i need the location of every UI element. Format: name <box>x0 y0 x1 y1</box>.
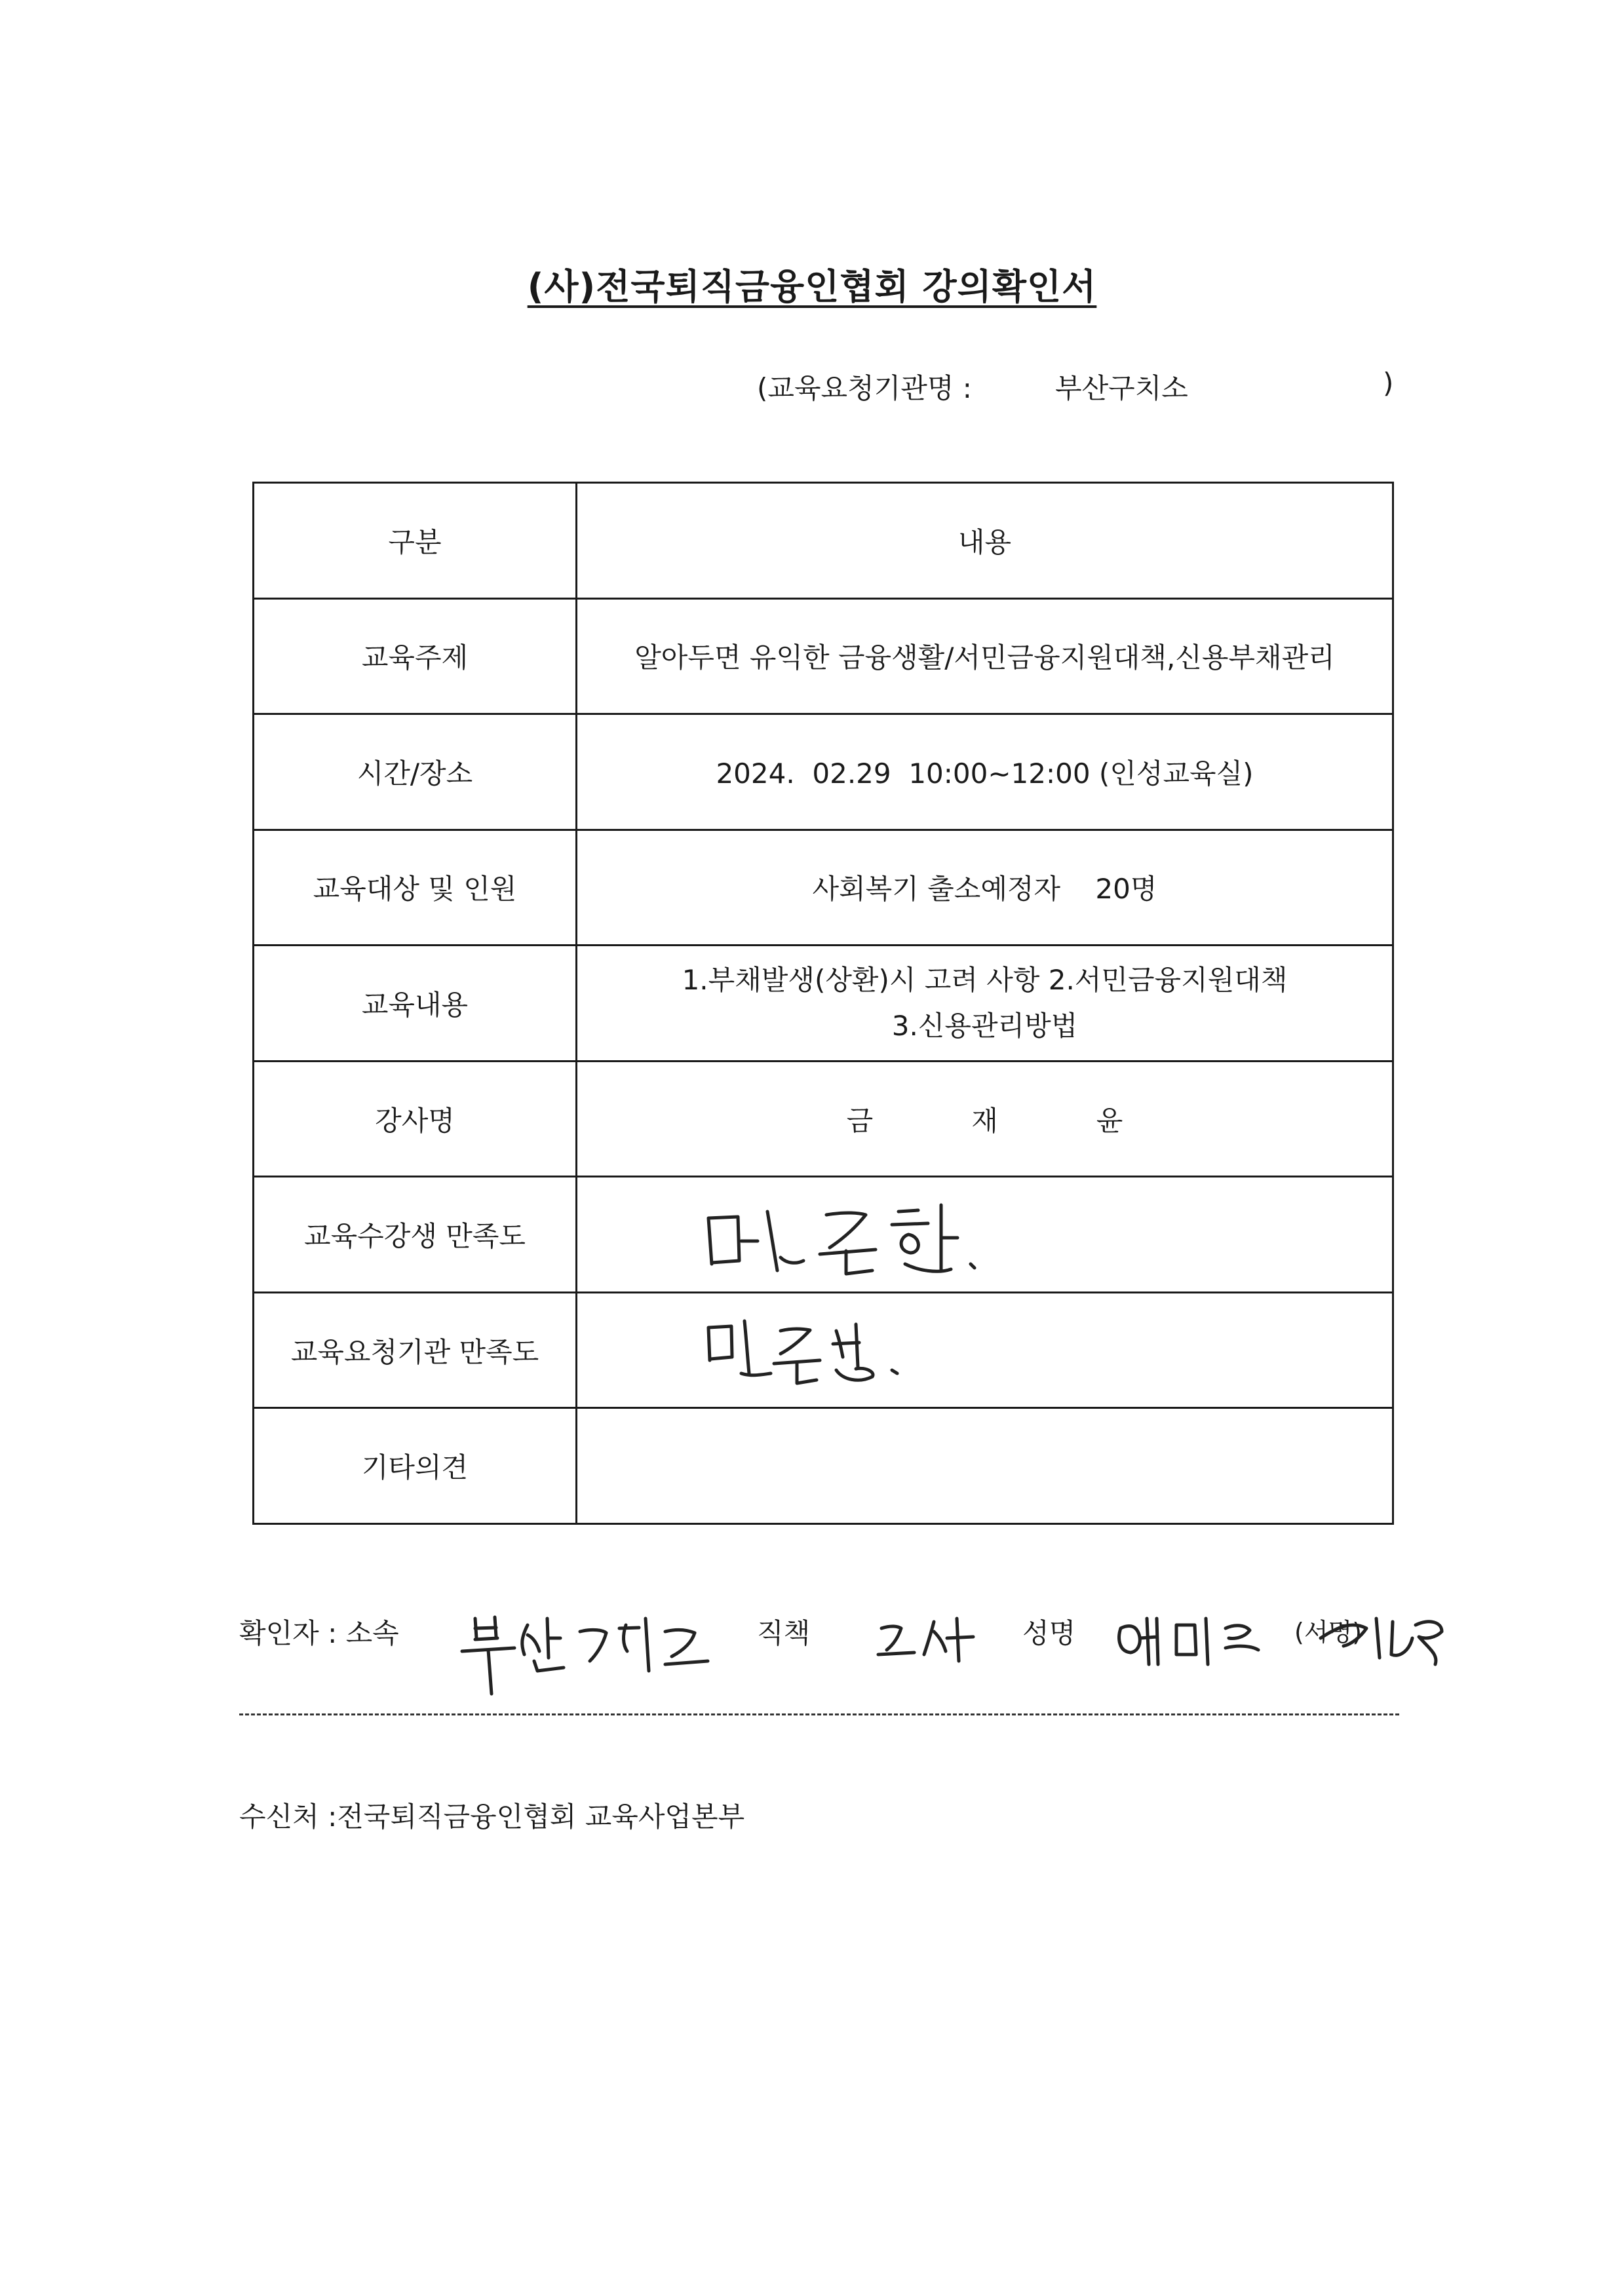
content-line-1: 1.부채발생(상환)시 고려 사항 2.서민금융지원대책 <box>682 963 1288 996</box>
row-time-place <box>254 714 1393 830</box>
content-value <box>577 946 1393 1062</box>
header-category: 구분 <box>254 483 577 599</box>
request-org-label: (교육요청기관명 : <box>757 372 972 404</box>
org-satisfaction-label: 교육요청기관 만족도 <box>254 1292 577 1408</box>
time-place-label: 시간/장소 <box>254 714 577 830</box>
topic-label: 교육주제 <box>254 598 577 714</box>
time-place-value: 2024. 02.29 10:00~12:00 (인성교육실) <box>577 714 1393 830</box>
request-org-close: ) <box>1383 367 1394 399</box>
student-satisfaction-label: 교육수강생 만족도 <box>254 1177 577 1293</box>
instructor-label: 강사명 <box>254 1061 577 1177</box>
name-handwriting <box>1111 1599 1281 1677</box>
lecture-confirmation-table <box>252 482 1394 1525</box>
instructor-name: 금재윤 <box>846 1104 1222 1137</box>
row-other-opinion <box>254 1408 1393 1524</box>
content-label: 교육내용 <box>254 946 577 1062</box>
content-line-2: 3.신용관리방법 <box>891 1009 1078 1042</box>
name-label: 성명 <box>1022 1617 1076 1649</box>
org-satisfaction-handwriting <box>584 1301 1385 1400</box>
row-content <box>254 946 1393 1062</box>
org-satisfaction-value <box>577 1292 1393 1408</box>
header-content: 내용 <box>577 483 1393 599</box>
other-opinion-value <box>577 1408 1393 1524</box>
row-topic <box>254 598 1393 714</box>
affiliation-handwriting <box>455 1599 718 1697</box>
audience-label: 교육대상 및 인원 <box>254 830 577 946</box>
audience-value: 사회복기 출소예정자 20명 <box>577 830 1393 946</box>
confirmer-line <box>239 1599 1419 1697</box>
request-org-name: 부산구치소 <box>1055 372 1188 404</box>
document-title: (사)전국퇴직금융인협회 강의확인서 <box>527 266 1097 307</box>
position-handwriting <box>868 1599 999 1677</box>
signature <box>1314 1599 1445 1677</box>
row-student-satisfaction <box>254 1177 1393 1293</box>
confirmer-label: 확인자 : 소속 <box>239 1617 399 1649</box>
table-header-row <box>254 483 1393 599</box>
student-satisfaction-value <box>577 1177 1393 1293</box>
other-opinion-label: 기타의견 <box>254 1408 577 1524</box>
dashed-divider <box>239 1713 1399 1718</box>
instructor-value <box>577 1061 1393 1177</box>
topic-value: 알아두면 유익한 금융생활/서민금융지원대책,신용부채관리 <box>577 598 1393 714</box>
row-audience <box>254 830 1393 946</box>
row-instructor <box>254 1061 1393 1177</box>
sign-label: (서명) <box>1294 1618 1363 1647</box>
recipient-line: 수신처 :전국퇴직금융인협회 교육사업본부 <box>239 1801 745 1833</box>
position-label: 직책 <box>757 1617 811 1649</box>
row-org-satisfaction <box>254 1292 1393 1408</box>
student-satisfaction-handwriting <box>584 1185 1385 1284</box>
